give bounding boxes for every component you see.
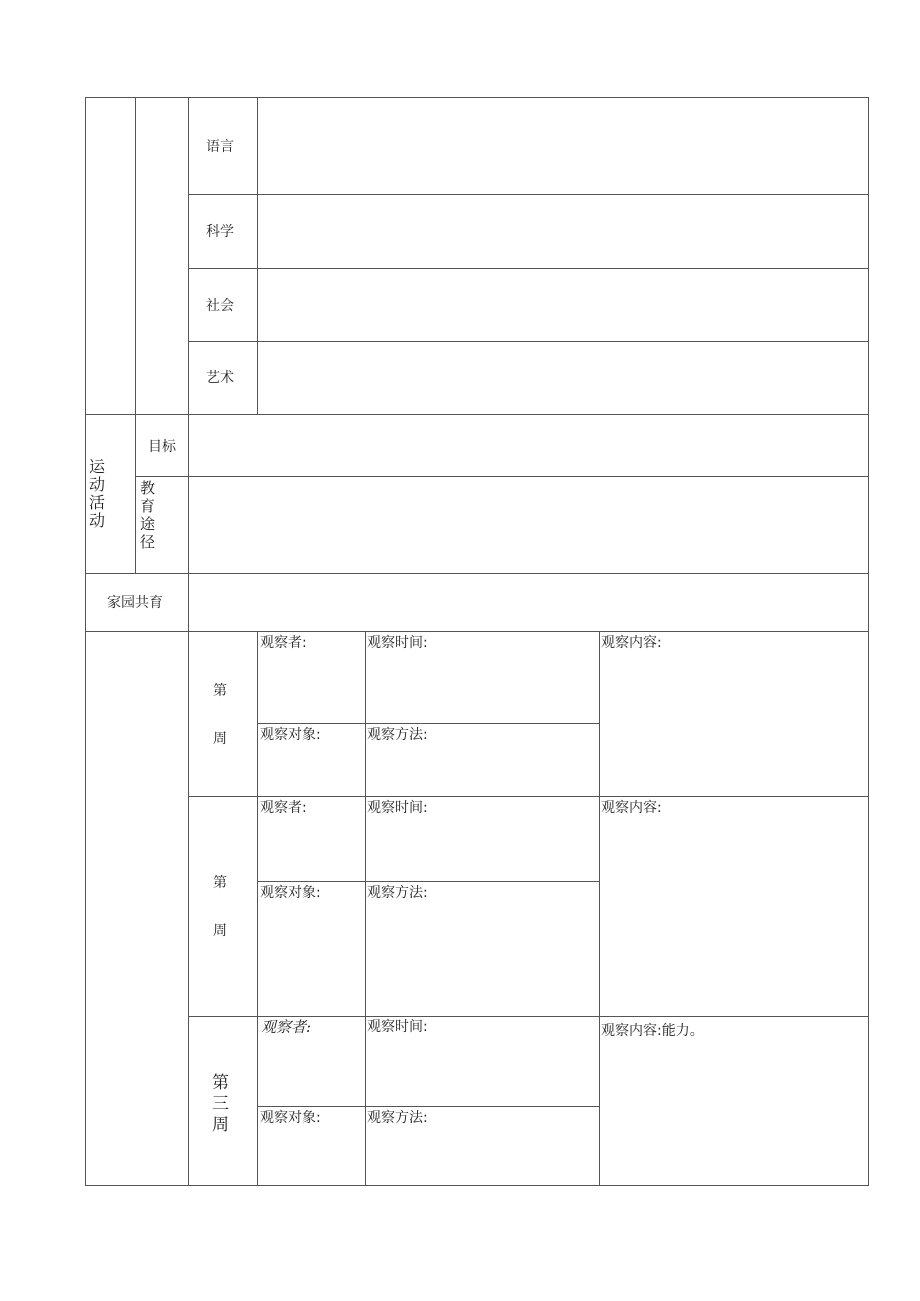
subject-social-label: 社会	[206, 298, 234, 314]
week3-target: 观察对象:	[260, 1110, 321, 1126]
week1-method: 观察方法:	[367, 727, 428, 743]
table-top-border	[85, 97, 869, 98]
week2-inner-divider	[257, 881, 600, 882]
table-bottom-border	[85, 1185, 869, 1186]
week1-end-divider	[188, 796, 869, 797]
table-left-border	[85, 97, 86, 1186]
week2-label-top: 第	[213, 875, 227, 891]
week1-target: 观察对象:	[260, 727, 321, 743]
week3-inner-divider	[257, 1106, 600, 1107]
week2-time: 观察时间:	[367, 800, 428, 816]
row-divider-language	[188, 194, 869, 195]
observation-col-1	[257, 631, 258, 1186]
week2-method: 观察方法:	[367, 885, 428, 901]
row-divider-science	[188, 268, 869, 269]
observation-col-3	[599, 631, 600, 1186]
sports-path-label: 教育途径	[140, 479, 156, 551]
week2-content: 观察内容:	[601, 800, 662, 816]
row-divider-social	[188, 341, 869, 342]
week3-time: 观察时间:	[367, 1019, 428, 1035]
week1-label-top: 第	[213, 683, 227, 699]
row-divider-subjects-end	[85, 414, 869, 415]
week2-end-divider	[188, 1016, 869, 1017]
week3-label: 第三周	[212, 1073, 229, 1135]
week1-time: 观察时间:	[367, 635, 428, 651]
subject-language-label: 语言	[206, 139, 234, 155]
week1-label-bottom: 周	[213, 731, 227, 747]
week3-content: 观察内容:能力。	[601, 1023, 704, 1039]
week2-label-bottom: 周	[213, 923, 227, 939]
sports-content-divider	[188, 414, 189, 574]
observation-col-2	[365, 631, 366, 1186]
week3-method: 观察方法:	[367, 1110, 428, 1126]
week3-observer: 观察者:	[261, 1018, 312, 1036]
table-right-border	[868, 97, 869, 1186]
column-divider-2	[188, 97, 189, 414]
week1-observer: 观察者:	[260, 635, 307, 651]
week1-inner-divider	[257, 723, 600, 724]
week2-observer: 观察者:	[260, 800, 307, 816]
column-divider-1	[135, 97, 136, 574]
home-school-label: 家园共育	[107, 595, 163, 611]
column-divider-3	[257, 97, 258, 414]
sports-activity-title: 运动活动	[89, 457, 106, 530]
home-school-section-end	[85, 631, 869, 632]
sports-section-end	[85, 573, 869, 574]
sports-row-divider	[135, 476, 869, 477]
week1-content: 观察内容:	[601, 635, 662, 651]
sports-goal-label: 目标	[148, 439, 176, 455]
subject-art-label: 艺术	[206, 370, 234, 386]
subject-science-label: 科学	[206, 224, 234, 240]
home-school-divider	[188, 573, 189, 1186]
week2-target: 观察对象:	[260, 885, 321, 901]
